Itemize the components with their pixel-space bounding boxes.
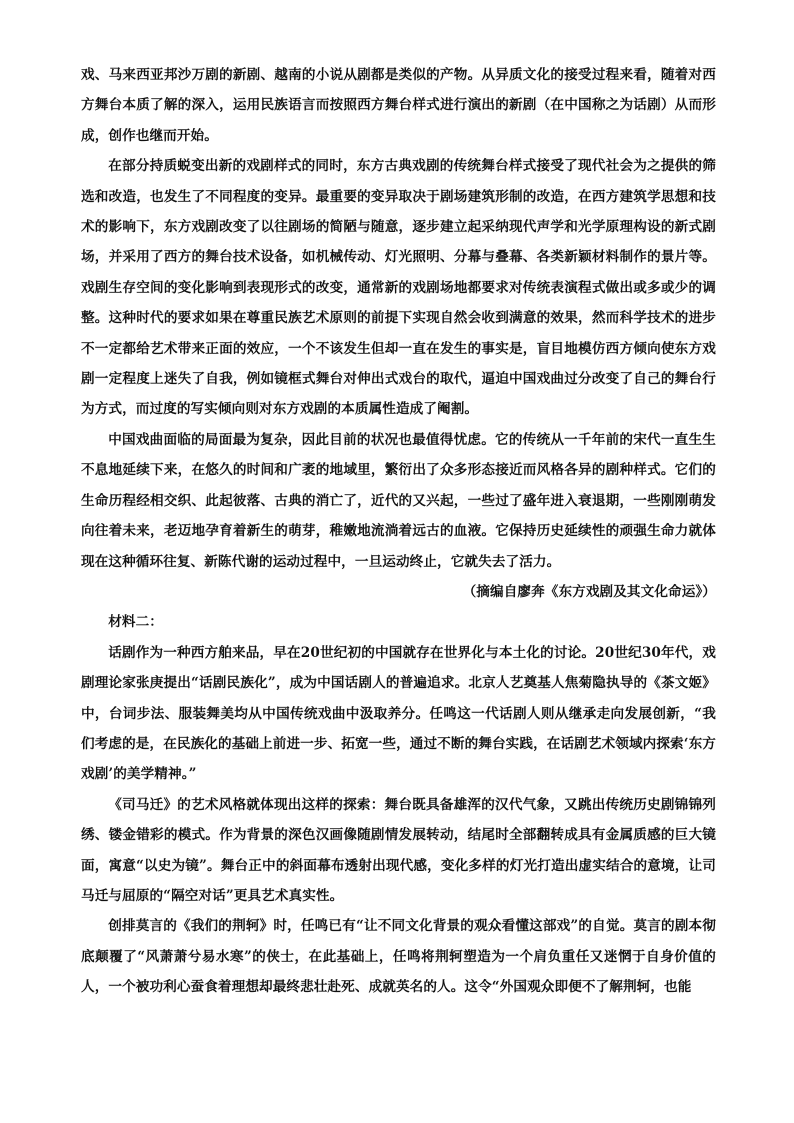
source-citation: （摘编自廖奔《东方戏剧及其文化命运》）	[462, 583, 716, 600]
document-body	[81, 60, 716, 1003]
material-label: 材料二：	[108, 614, 163, 631]
paragraph: 话剧作为一种西方舶来品，早在20世纪初的中国就存在世界化与本土化的讨论。20世纪30年代，戏剧理论家张庚提出“话剧民族化”，成为中国话剧人的普遍追求。北京人艺奠基人焦菊隐执导的《茶文姬》中，台词步法、服装舞美均从中国传统戏曲中汲取养分。任鸣这一代话剧人则从继承走向发展创新，“我们考虑的是，在民族化的基础上前进一步、拓宽一些，通过不断的舞台实践，在话剧艺术领域内探索‘东方戏剧’的美学精神。”	[81, 644, 716, 783]
paragraph: 中国戏曲面临的局面最为复杂，因此目前的状况也最值得忧虑。它的传统从一千年前的宋代一直生生不息地延续下来，在悠久的时间和广袤的地域里，繁衍出了众多形态接近而风格各异的剧种样式。它们的生命历程经相交织、此起彼落、古典的消亡了，近代的又兴起，一些过了盛年进入衰退期，一些刚刚萌发向往着未来，老迈地孕育着新生的萌芽，稚嫩地流淌着远古的血液。它保持历史延续性的顽强生命力就体现在这种循环往复、新陈代谢的运动过程中，一旦运动终止，它就失去了活力。	[81, 431, 716, 570]
paragraph: 在部分持质蜕变出新的戏剧样式的同时，东方古典戏剧的传统舞台样式接受了现代社会为之提供的筛选和改造，也发生了不同程度的变异。最重要的变异取决于剧场建筑形制的改造，在西方建筑学思想和技术的影响下，东方戏剧改变了以往剧场的简陋与随意，逐步建立起采纳现代声学和光学原理构设的新式剧场，并采用了西方的舞台技术设备，如机械传动、灯光照明、分幕与叠幕、各类新颖材料制作的景片等。戏剧生存空间的变化影响到表现形式的改变，通常新的戏剧场地都要求对传统表演程式做出或多或少的调整。这种时代的要求如果在尊重民族艺术原则的前提下实现自然会收到满意的效果，然而科学技术的进步不一定都给艺术带来正面的效应，一个不该发生但却一直在发生的事实是，盲目地模仿西方倾向使东方戏剧一定程度上迷失了自我，例如镜框式舞台对伸出式戏台的取代，逼迫中国戏曲过分改变了自己的舞台行为方式，而过度的写实倾向则对东方戏剧的本质属性造成了阉割。	[81, 158, 716, 418]
paragraph: 《司马迁》的艺术风格就体现出这样的探索：舞台既具备雄浑的汉代气象，又跳出传统历史剧锦锦列绣、镂金错彩的模式。作为背景的深色汉画像随剧情发展转动，结尾时全部翻转成具有金属质感的巨大镜面，寓意“以史为镜”。舞台正中的斜面幕布透射出现代感，变化多样的灯光打造出虚实结合的意境，让司马迁与屈原的“隔空对话”更具艺术真实性。	[81, 796, 716, 904]
paragraph: 创排莫言的《我们的荆轲》时，任鸣已有“让不同文化背景的观众看懂这部戏”的自觉。莫言的剧本彻底颠覆了“风萧萧兮易水寒”的侠士，在此基础上，任鸣将荆轲塑造为一个肩负重任又迷惘于自身价值的人，一个被功利心蚕食着理想却最终悲壮赴死、成就英名的人。这令“外国观众即便不了解荆轲，也能	[81, 918, 716, 996]
paragraph-continued: 戏、马来西亚邦沙万剧的新剧、越南的小说从剧都是类似的产物。从异质文化的接受过程来看，随着对西方舞台本质了解的深入，运用民族语言而按照西方舞台样式进行演出的新剧（在中国称之为话剧）从而形成，创作也继而开始。	[81, 67, 716, 144]
